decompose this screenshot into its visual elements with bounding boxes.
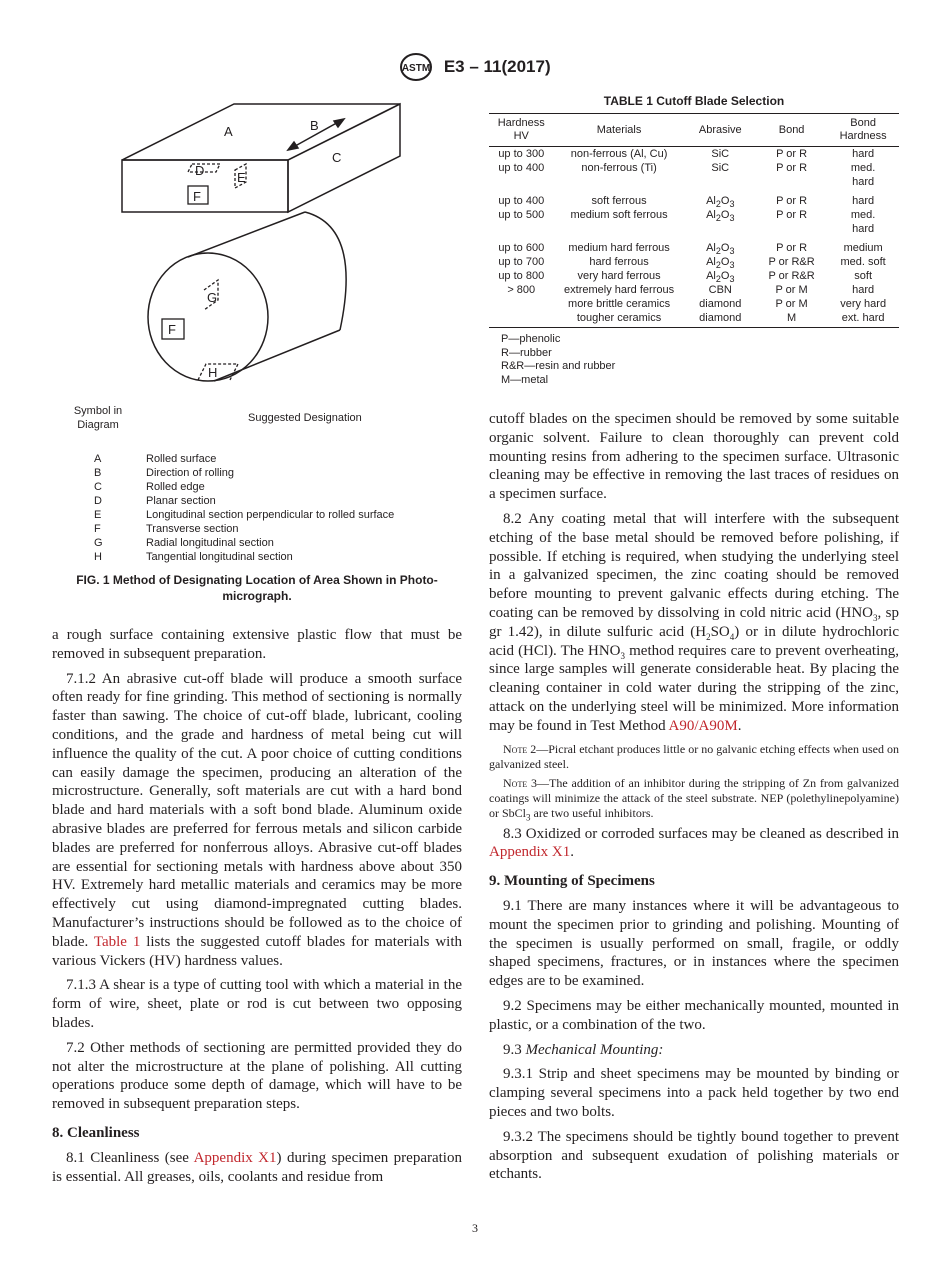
paragraph-8-2: 8.2 Any coating metal that will interfere with the subsequent etching of the base metal should be removed before polishing, if possible. If etching is required, when studying the underlying steel in a galvanized specimen, the zinc coating should be removed before mounting to prevent galvanic effects during etching. The coating can be removed by dissolving in cold nitric acid ($HNO_3$, sp gr 1.42), in dilute sulfuric acid $(H_2SO_4)$ or in dilute hydrochloric acid (HCl). The $HNO_3$ method requires care to prevent overheating, since large samples will generate considerable heat. By placing the cleaning container in cold water during the stripping of the zinc, attack on the underlying steel will be minimized. More information may be found in Test Method A90/A90M. xyxy=(489,510,899,734)
table-cell: up to 500 xyxy=(498,209,545,221)
page-number: 3 xyxy=(472,1221,478,1235)
legend-item: M—metal xyxy=(501,373,549,386)
section-h-marker xyxy=(198,364,238,380)
table-cell: $Al_2O_3$ xyxy=(706,242,735,257)
table-cell: P or M xyxy=(775,298,808,310)
table-cell: diamond xyxy=(685,311,756,328)
paragraph-7-2: 7.2 Other methods of sectioning are permitted provided they do not alter the microstructure at the plane of polishing. All cutting operations produce some depth of damage, which will have to be removed in subsequent preparation steps. xyxy=(52,1039,462,1113)
table-row xyxy=(489,161,899,189)
table-cell: M xyxy=(756,311,827,328)
table-cell: P or R&R xyxy=(768,270,815,282)
table-cell: P or R xyxy=(776,242,808,254)
table-cell: $Al_2O_3$ xyxy=(706,256,735,271)
table-row xyxy=(489,311,899,328)
label-b: B xyxy=(310,118,319,133)
legend-item: R—rubber xyxy=(501,346,552,359)
symbol-row: C Rolled edge xyxy=(94,481,205,493)
section-8-heading: 8. Cleanliness xyxy=(52,1124,140,1141)
cylinder-end xyxy=(148,253,268,381)
legend-item: P—phenolic xyxy=(501,333,561,345)
table-cell: soft ferrous xyxy=(591,195,647,207)
table-cell: up to 700 xyxy=(498,256,545,268)
table-cell: hard ferrous xyxy=(589,256,649,268)
table-cell: $Al_2O_3$ xyxy=(706,209,735,224)
label-f-cylinder: F xyxy=(168,322,176,337)
figure-1-diagram xyxy=(110,102,410,392)
table-cell: tougher ceramics xyxy=(554,311,685,328)
page-header xyxy=(0,52,950,82)
symbol-row: F Transverse section xyxy=(94,523,239,535)
astm-logo-icon xyxy=(399,52,433,82)
table-cell: up to 600 xyxy=(498,242,545,254)
table-row xyxy=(489,208,899,236)
table-cell: > 800 xyxy=(507,284,536,296)
appendix-x1-link[interactable]: Appendix X1 xyxy=(489,844,571,861)
table-cell: P or R xyxy=(776,195,808,207)
paragraph-9-3: 9.3 Mechanical Mounting: xyxy=(503,1041,664,1058)
table-cell: CBN xyxy=(708,284,732,296)
paragraph-8-1: 8.1 Cleanliness (see Appendix X1) during specimen preparation is essential. All greases, oils, coolants and residue from xyxy=(52,1149,462,1185)
paragraph: a rough surface containing extensive plastic flow that must be removed in subsequent preparation. xyxy=(52,627,462,662)
table-cell: up to 300 xyxy=(498,148,545,160)
table-cell xyxy=(489,297,554,311)
table-cell: med. hard xyxy=(850,162,876,188)
table-cell: up to 800 xyxy=(498,270,545,282)
table-row xyxy=(489,297,899,311)
table-cell: P or M xyxy=(775,284,808,296)
label-g: G xyxy=(207,290,218,305)
document-id: E3 – 11(2017) xyxy=(443,57,551,76)
table-cell: P or R xyxy=(776,148,808,160)
symbol-row: H Tangential longitudinal section xyxy=(94,551,293,563)
table-1-link[interactable]: Table 1 xyxy=(93,933,141,950)
cylinder-far-end xyxy=(305,212,346,330)
table-row xyxy=(489,269,899,283)
figure-caption: FIG. 1 Method of Designating Location of Area Shown in Photo- micrograph. xyxy=(76,573,438,603)
symbol-row: E Longitudinal section perpendicular to rolled surface xyxy=(94,509,395,521)
label-c: C xyxy=(332,150,342,165)
table-cell: P or R xyxy=(776,162,808,174)
label-a: A xyxy=(224,124,233,139)
table-row xyxy=(489,236,899,255)
table-cell: P or R&R xyxy=(768,256,815,268)
paragraph-9-3-1: 9.3.1 Strip and sheet specimens may be mounted by binding or clamping several specimens into a pack held together by two end pieces and two bolts. xyxy=(489,1066,899,1120)
table-row xyxy=(489,255,899,269)
table-cell: hard xyxy=(852,195,875,207)
table-cell: P or R xyxy=(776,209,808,221)
col-header-materials: Materials xyxy=(554,114,685,147)
table-cell: SiC xyxy=(711,148,730,160)
paragraph-9-2: 9.2 Specimens may be either mechanically mounted, mounted in plastic, or a combination of the two. xyxy=(489,997,899,1033)
table-cell: up to 400 xyxy=(498,162,545,174)
col-header-bond: Bond xyxy=(756,114,827,147)
logo-text: ASTM xyxy=(402,63,431,74)
table-cell: more brittle ceramics xyxy=(568,298,671,310)
table-cell: non-ferrous (Ti) xyxy=(581,162,657,174)
symbol-column-header: Symbol in Diagram xyxy=(73,405,123,431)
table-cell: $Al_2O_3$ xyxy=(706,270,735,285)
symbol-row: D Planar section xyxy=(94,495,216,507)
table-cell: soft xyxy=(854,270,872,282)
table-header-row xyxy=(489,114,899,147)
table-row xyxy=(489,147,899,162)
table-cell: med. hard xyxy=(850,209,876,235)
table-cell: up to 400 xyxy=(498,195,545,207)
right-column xyxy=(489,410,899,1190)
symbol-row: G Radial longitudinal section xyxy=(94,537,274,549)
table-1-title: TABLE 1 Cutoff Blade Selection xyxy=(603,94,785,108)
table-row xyxy=(489,283,899,297)
cylinder-top-line xyxy=(188,212,305,257)
figure-symbol-table xyxy=(62,404,462,564)
table-cell: med. soft xyxy=(840,256,886,268)
label-e: E xyxy=(237,170,246,185)
block-top-face xyxy=(122,104,400,160)
table-cell: diamond xyxy=(699,298,742,310)
cutoff-blade-table xyxy=(489,113,899,328)
paragraph-8-3: 8.3 Oxidized or corroded surfaces may be cleaned as described in Appendix X1. xyxy=(489,825,899,861)
label-d: D xyxy=(195,163,205,178)
note-3: Note 3—The addition of an inhibitor during the stripping of Zn from galvanized coatings will minimize the attack of the steel substrate. NEP (polethylinepolyamine) or SbCl$_3$ are two useful inhibitors. xyxy=(489,775,900,822)
paragraph-7-1-2: 7.1.2 An abrasive cut-off blade will produce a smooth surface often ready for fine grinding. This method of sectioning is normally faster than sawing. The choice of cut-off blade, lubricant, cooling conditions, and the grade and hardness of metal being cut will influence the quality of the cut. A poor choice of cutting conditions can easily damage the specimen, producing an alteration of the microstructure. Generally, soft materials are cut with a hard bond blade and hard materials with a soft bond blade. Aluminum oxide abrasive blades are preferred for ferrous metals and silicon carbide blades are preferred for nonferrous alloys. Abrasive cut-off blades are essential for sectioning metals with hardness above about 350 HV. Extremely hard metallic materials and ceramics may be more effectively cut using diamond-impregnated cutting blades. Manufacturer’s instructions should be followed as to the choice of blade. Table 1 lists the suggested cutoff blades for materials with various Vickers (HV) hardness values. xyxy=(52,670,462,969)
paragraph-7-1-3: 7.1.3 A shear is a type of cutting tool with which a material in the form of wire, sheet, plate or rod is cut between two opposing blades. xyxy=(52,977,462,1031)
label-f-block: F xyxy=(193,189,201,204)
table-cell: SiC xyxy=(711,162,730,174)
a90-link[interactable]: A90/A90M xyxy=(668,717,738,734)
table-cell: medium soft ferrous xyxy=(570,209,668,221)
table-cell: very hard xyxy=(840,298,887,310)
paragraph-9-1: 9.1 There are many instances where it will be advantageous to mount the specimen prior to grinding and polishing. Mounting of the specimen is usually performed on small, fragile, or oddly shaped specimens, fractures, or in instances where the specimen edges are to be examined. xyxy=(489,897,899,990)
section-9-heading: 9. Mounting of Specimens xyxy=(489,873,655,890)
col-header-bond-hardness: Bond Hardness xyxy=(827,114,899,147)
col-header-abrasive: Abrasive xyxy=(685,114,756,147)
table-row xyxy=(489,189,899,208)
table-cell: non-ferrous (Al, Cu) xyxy=(570,148,668,160)
table-cell: hard xyxy=(852,148,875,160)
table-cell xyxy=(489,311,554,328)
label-h: H xyxy=(208,365,218,380)
table-cell: extremely hard ferrous xyxy=(564,284,675,296)
table-cell: medium hard ferrous xyxy=(568,242,670,254)
table-legend xyxy=(501,333,615,387)
paragraph: cutoff blades on the specimen should be removed by some suitable organic solvent. Failure to clean thoroughly can prevent cold mounting resins from adhering to the specimen surface. Ultrasonic cleaning may be effective in removing the last traces of residues on a specimen surface. xyxy=(489,411,899,503)
table-cell: $Al_2O_3$ xyxy=(706,195,735,210)
table-cell: medium xyxy=(843,242,883,254)
paragraph-9-3-2: 9.3.2 The specimens should be tightly bound together to prevent absorption and subsequent exudation of polishing materials or etchants. xyxy=(489,1128,899,1183)
note-2: Note 2—Picral etchant produces little or no galvanic etching effects when used on galvanized steel. xyxy=(489,741,899,771)
designation-column-header: Suggested Designation xyxy=(248,412,362,424)
table-cell: ext. hard xyxy=(827,311,899,328)
symbol-row: B Direction of rolling xyxy=(94,467,235,479)
table-cell: hard xyxy=(852,284,875,296)
legend-item: R&R—resin and rubber xyxy=(501,360,616,372)
appendix-x1-link[interactable]: Appendix X1 xyxy=(193,1149,277,1166)
table-cell: very hard ferrous xyxy=(577,270,661,282)
col-header-hardness: Hardness HV xyxy=(489,114,554,147)
left-column xyxy=(52,626,462,1192)
symbol-row: A Rolled surface xyxy=(94,453,217,465)
